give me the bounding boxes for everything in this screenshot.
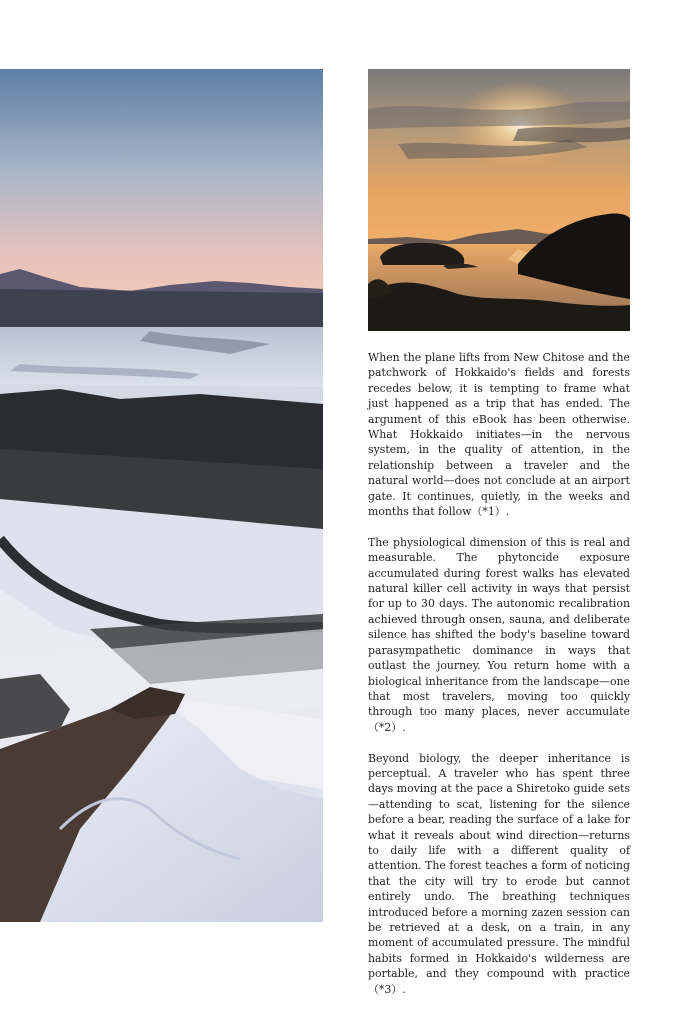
article-body (368, 350, 630, 1012)
article-paragraph: The physiological dimension of this is real and measurable. The phytoncide exposure accumulated during forest walks has elevated natural killer cell activity in ways that persist for up to 30 days. The autonomic recalibration achieved through onsen, sauna, and deliberate silence has shifted the body's baseline toward parasympathetic dominance in ways that outlast the journey. You return home with a biological inheritance from the landscape—one that most travelers, moving too quickly through too many places, never accumulate（*2）. (368, 535, 630, 734)
article-paragraph: When the plane lifts from New Chitose and the patchwork of Hokkaido's fields and forests recedes below, it is tempting to frame what just happened as a trip that has ended. The argument of this eBook has been otherwise. What Hokkaido initiates—in the nervous system, in the quality of attention, in the relationship between a traveler and the natural world—does not conclude at an airport gate. It continues, quietly, in the weeks and months that follow（*1）. (368, 351, 630, 519)
article-paragraph: Beyond biology, the deeper inheritance is perceptual. A traveler who has spent three days moving at the pace a Shiretoko guide sets—attending to scat, listening for the silence before a bear, reading the surface of a lake for what it reveals about wind direction—returns to daily life with a different quality of attention. The forest teaches a form of noticing that the city will try to erode but cannot entirely undo. The breathing techniques introduced before a morning zazen session can be retrieved at a desk, on a train, in any moment of accumulated pressure. The mindful habits formed in Hokkaido's wilderness are portable, and they compound with practice（*3）. (368, 751, 630, 996)
winter-landscape-photo (0, 69, 323, 922)
sunset-lake-photo (368, 69, 630, 331)
